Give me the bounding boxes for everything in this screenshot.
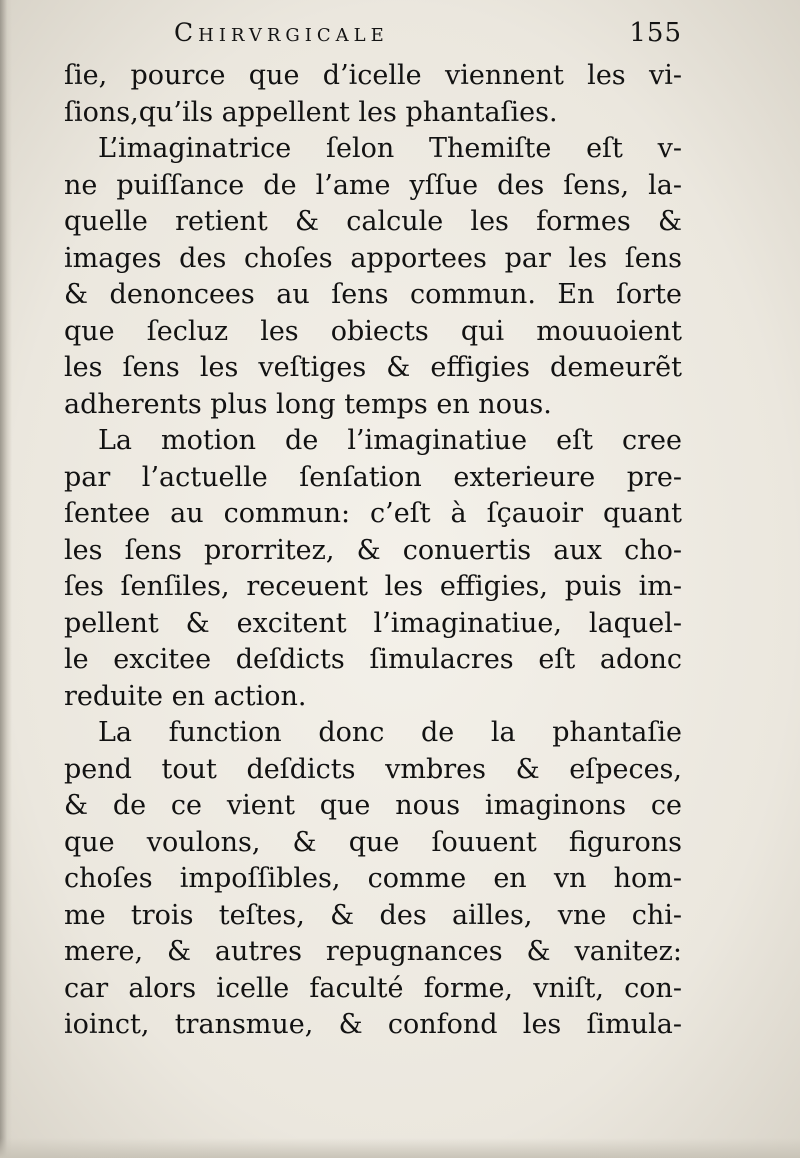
text-line: La motion de l’imaginatiue eſt cree [98,425,682,456]
text-line: les ſens les veſtiges & effigies demeurẽt [64,352,682,383]
text-line: car alors icelle faculté forme, vniſt, con- [64,972,682,1004]
body-text [64,58,682,1044]
text-line: les ſens prorritez, & conuertis aux cho- [64,534,682,566]
text-line: & denoncees au ſens commun. En ſorte [64,279,682,310]
text-line: pellent & excitent l’imaginatiue, laquel- [64,607,682,639]
text-line: reduite en action. [64,680,307,712]
text-line: par l’actuelle ſenſation exterieure pre- [64,461,682,493]
text-line: quelle retient & calcule les formes & [64,206,682,237]
text-line: que ſecluz les obiects qui mouuoient [64,315,682,347]
text-line: ioinct, transmue, & confond les ſimula- [64,1009,682,1040]
text-line: ſions,qu’ils appellent les phantaſies. [64,96,558,128]
text-line: ſes ſenſiles, receuent les effigies, puis im- [64,571,682,602]
text-line: le excitee deſdicts ſimulacres eſt adonc [64,644,682,675]
page-header [64,18,682,58]
running-title: Chirvrgicale [174,18,389,47]
text-line: adherents plus long temps en nous. [64,388,552,420]
text-line: ne puiſſance de l’ame yſſue des ſens, la- [64,169,682,201]
page-number: 155 [629,18,682,48]
text-line: ſie, pource que d’icelle viennent les vi- [64,60,682,91]
text-line: L’imaginatrice ſelon Themiſte eſt v- [98,133,682,164]
page-bottom-shadow [0,1138,800,1158]
page-binding-shadow [0,0,12,1158]
text-line: ſentee au commun: c’eſt à ſçauoir quant [64,498,682,529]
text-line: images des choſes apportees par les ſens [64,242,682,274]
text-line: & de ce vient que nous imaginons ce [64,790,682,821]
text-line: que voulons, & que ſouuent figurons [64,826,682,858]
text-line: me trois teſtes, & des ailles, vne chi- [64,899,682,931]
text-line: La function donc de la phantaſie [98,717,682,748]
text-line: pend tout deſdicts vmbres & eſpeces, [64,753,682,785]
text-line: mere, & autres repugnances & vanitez: [64,936,682,967]
text-line: choſes impoſſibles, comme en vn hom- [64,863,682,894]
